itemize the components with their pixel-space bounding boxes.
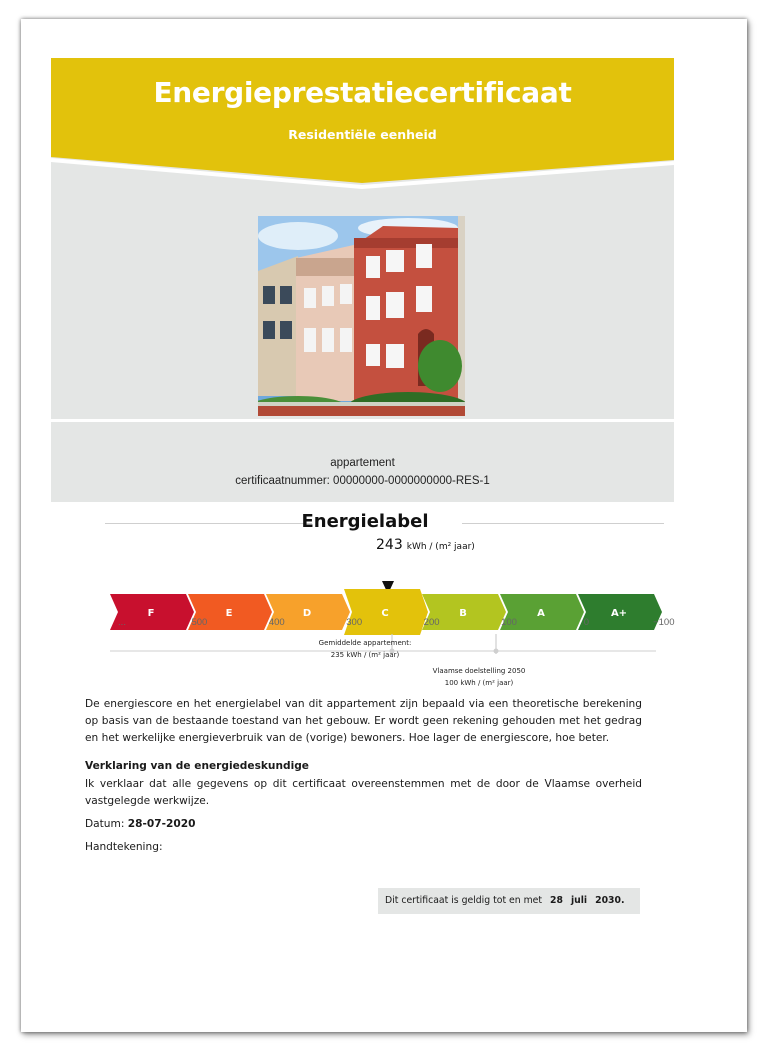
declaration-heading: Verklaring van de energiedeskundige (85, 760, 309, 772)
goal-label: Vlaamse doelstelling 2050 (432, 667, 526, 675)
property-type: appartement (330, 457, 395, 469)
energy-class-label: A (537, 608, 545, 619)
energy-score-unit: kWh / (m² jaar) (406, 542, 475, 552)
page-title: Energieprestatiecertificaat (153, 76, 572, 109)
scale-tick-label: 400 (268, 617, 285, 628)
energy-score-value: 243 (376, 537, 403, 553)
energy-label-heading: Energielabel (301, 511, 429, 532)
scale-tick-label: −100 (653, 617, 675, 628)
scale-tick-label: 0 (583, 617, 590, 628)
description-text: De energiescore en het energielabel van dit appartement zijn bepaald via een theoretische berekening op basis van de bestaande toestand van het gebouw. Er wordt geen rekening gehouden met het gedrag en het werkelijke energieverbruik van de (vorige) bewoners. Hoe lager de energiescore, hoe beter. (85, 698, 642, 744)
date-label: Datum: (85, 818, 125, 830)
energy-class-label: D (302, 608, 312, 619)
goal-annotation (414, 665, 544, 689)
declaration-text: Ik verklaar dat alle gegevens op dit certificaat overeenstemmen met de door de Vlaamse overheid vastgelegde werkwijze. (85, 778, 642, 807)
energy-score (376, 537, 576, 553)
page-subtitle: Residentiële eenheid (288, 127, 437, 142)
date-value: 28-07-2020 (127, 818, 196, 830)
goal-value: 100 kWh / (m² jaar) (444, 679, 514, 687)
scale-tick-label: 100 (501, 617, 517, 628)
energy-class-label: C (381, 608, 389, 619)
band-divider (51, 419, 674, 422)
validity-prefix: Dit certificaat is geldig tot en met (385, 895, 543, 906)
average-annotation (310, 637, 420, 661)
average-label: Gemiddelde appartement: (318, 639, 412, 647)
scale-tick-label: 500 (191, 617, 208, 628)
energy-class-label: E (225, 608, 233, 619)
heading-line-right (462, 523, 664, 524)
date-line (85, 818, 196, 830)
scale-tick-label: 200 (423, 617, 440, 628)
average-value: 235 kWh / (m² jaar) (330, 651, 400, 659)
validity-box (378, 888, 640, 914)
energy-scale (88, 554, 678, 684)
energy-class-label: A+ (610, 608, 628, 619)
certificate-number: certificaatnummer: 00000000-0000000000-RES-1 (235, 475, 490, 487)
validity-month: juli (570, 895, 588, 906)
energy-class-label: B (459, 608, 467, 619)
building-photo (258, 216, 465, 416)
scale-tick-label: 300 (346, 617, 363, 628)
validity-year: 2030. (595, 895, 625, 906)
goal-marker-icon (494, 649, 499, 654)
scale-tick-label: ... (118, 617, 126, 628)
signature-label: Handtekening: (85, 841, 163, 853)
validity-day: 28 (550, 895, 563, 906)
energy-class-label: F (147, 608, 155, 619)
